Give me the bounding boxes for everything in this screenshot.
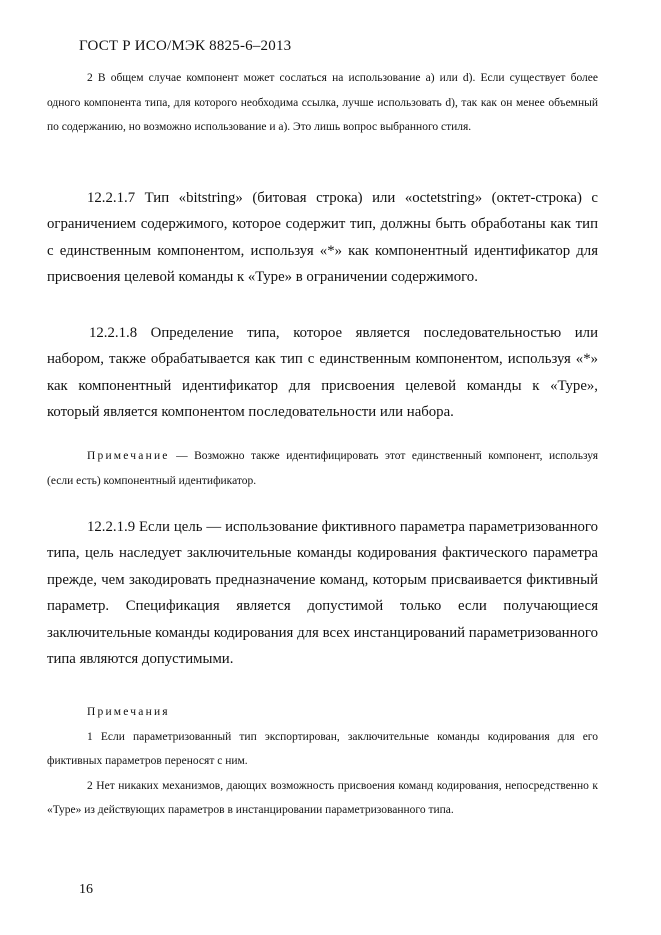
note-top-text: 2 В общем случае компонент может сослаться на использование а) или d). Если существует более одного компонента типа, для которого необходима ссылка, лучше использовать d), так как он менее объемный по содержанию, но возможно использование и а). Это лишь вопрос выбранного стиля. — [47, 72, 598, 133]
paragraph-12-2-1-7-text: 12.2.1.7 Тип «bitstring» (битовая строка) или «octetstring» (октет-строка) с ограничением содержимого, которое содержит тип, должны быть обработаны как тип с единственным компонентом, используя «*» как компонентный идентификатор для присвоения целевой команды к «Type» в ограничении содержимого. — [47, 190, 598, 286]
note-item-1: 1 Если параметризованный тип экспортирован, заключительные команды кодирования для его фиктивных параметров переносят с ним. — [47, 730, 598, 767]
notes-label: Примечания — [87, 706, 170, 718]
page-number: 16 — [79, 882, 93, 897]
notes-12-2-1-9 — [47, 700, 598, 823]
page-header: ГОСТ Р ИСО/МЭК 8825-6–2013 — [79, 38, 292, 54]
paragraph-12-2-1-8-text: 12.2.1.8 Определение типа, которое является последовательностью или набором, также обрабатывается как тип с единственным компонентом, используя «*» как компонентный идентификатор для присвоения целевой команды к «Type», который является компонентом последовательности или набора. — [47, 325, 598, 421]
note-item-2: 2 Нет никаких механизмов, дающих возможность присвоения команд кодирования, непосредственно к «Type» из действующих параметров в инстанцировании параметризованного типа. — [47, 779, 598, 816]
note-top — [47, 66, 598, 140]
paragraph-12-2-1-8 — [47, 320, 598, 426]
note-12-2-1-8 — [47, 444, 598, 493]
paragraph-12-2-1-9-text: 12.2.1.9 Если цель — использование фиктивного параметра параметризованного типа, цель наследует заключительные команды кодирования фактического параметра прежде, чем закодировать предназначение команд, которым присваивается фиктивный параметр. Спецификация является допустимой только если получающиеся заключительные команды кодирования для всех инстанцирований параметризованного типа являются допустимыми. — [47, 519, 598, 668]
paragraph-12-2-1-9 — [47, 514, 598, 672]
paragraph-12-2-1-7 — [47, 185, 598, 291]
note-text: — Возможно также идентифицировать этот единственный компонент, используя (если есть) компонентный идентификатор. — [47, 450, 598, 487]
note-label: Примечание — [87, 450, 170, 462]
